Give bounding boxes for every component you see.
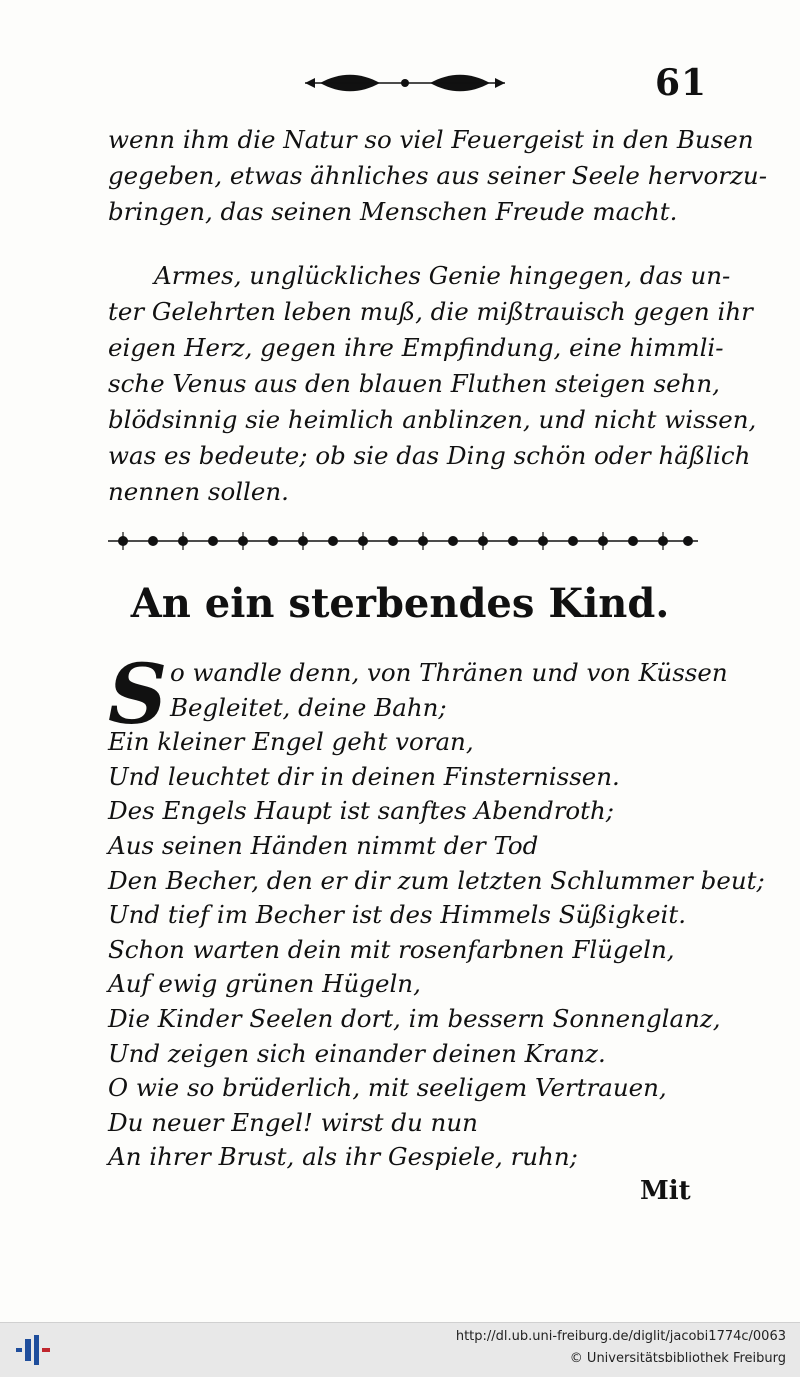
poem-line: Und leuchtet dir in deinen Finsternissen. [108,761,620,791]
poem-line: Ein kleiner Engel geht voran, [108,727,474,757]
poem-line: O wie so brüderlich, mit seeligem Vertrauen, [108,1073,667,1103]
text-line: blödsinnig sie heimlich anblinzen, und nicht wissen, [108,405,757,434]
text-line: sche Venus aus den blauen Fluthen steigen sehn, [108,369,720,398]
poem-line: Du neuer Engel! wirst du nun [108,1107,478,1137]
text-line: eigen Herz, gegen ihre Empfindung, eine himmli- [108,333,724,362]
drop-capital: S [108,647,168,743]
page-header [0,62,800,102]
poem-title: An ein sterbendes Kind. [130,580,670,627]
text-line: nennen sollen. [108,477,289,506]
library-logo-icon[interactable] [16,1335,52,1365]
poem-line: Auf ewig grünen Hügeln, [108,969,421,999]
poem-line: Begleitet, deine Bahn; [170,692,447,722]
poem-body [108,647,765,1175]
paragraph-1 [108,122,767,230]
text-line: wenn ihm die Natur so viel Feuergeist in den Busen [108,125,754,154]
poem-line: Die Kinder Seelen dort, im bessern Sonnenglanz, [108,1003,721,1033]
copyright-text: © Universitätsbibliothek Freiburg [569,1351,786,1366]
header-ornament [300,70,510,96]
ornamental-divider [108,526,698,556]
poem-line: An ihrer Brust, als ihr Gespiele, ruhn; [108,1142,578,1172]
source-url-link[interactable]: http://dl.ub.uni-freiburg.de/diglit/jacobi1774c/0063 [455,1329,786,1344]
text-line: bringen, das seinen Menschen Freude macht. [108,197,678,226]
poem-line: Und zeigen sich einander deinen Kranz. [108,1038,606,1068]
catchword: Mit [640,1176,691,1206]
paragraph-2 [108,258,757,510]
poem-line: Aus seinen Händen nimmt der Tod [108,830,539,860]
text-line: Armes, unglückliches Genie hingegen, das un- [154,261,731,290]
poem-line: Des Engels Haupt ist sanftes Abendroth; [108,796,615,826]
text-line: was es bedeute; ob sie das Ding schön oder häßlich [108,441,751,470]
poem-line: Schon warten dein mit rosenfarbnen Flügeln, [108,934,675,964]
text-line: ter Gelehrten leben muß, die mißtrauisch gegen ihr [108,297,753,326]
viewer-footer [0,1322,800,1377]
poem-line: Den Becher, den er dir zum letzten Schlummer beut; [108,865,765,895]
poem-line: o wandle denn, von Thränen und von Küssen [170,658,728,687]
page-number: 61 [655,62,708,104]
poem-line: Und tief im Becher ist des Himmels Süßigkeit. [108,900,686,930]
text-line: gegeben, etwas ähnliches aus seiner Seele hervorzu- [108,161,767,190]
